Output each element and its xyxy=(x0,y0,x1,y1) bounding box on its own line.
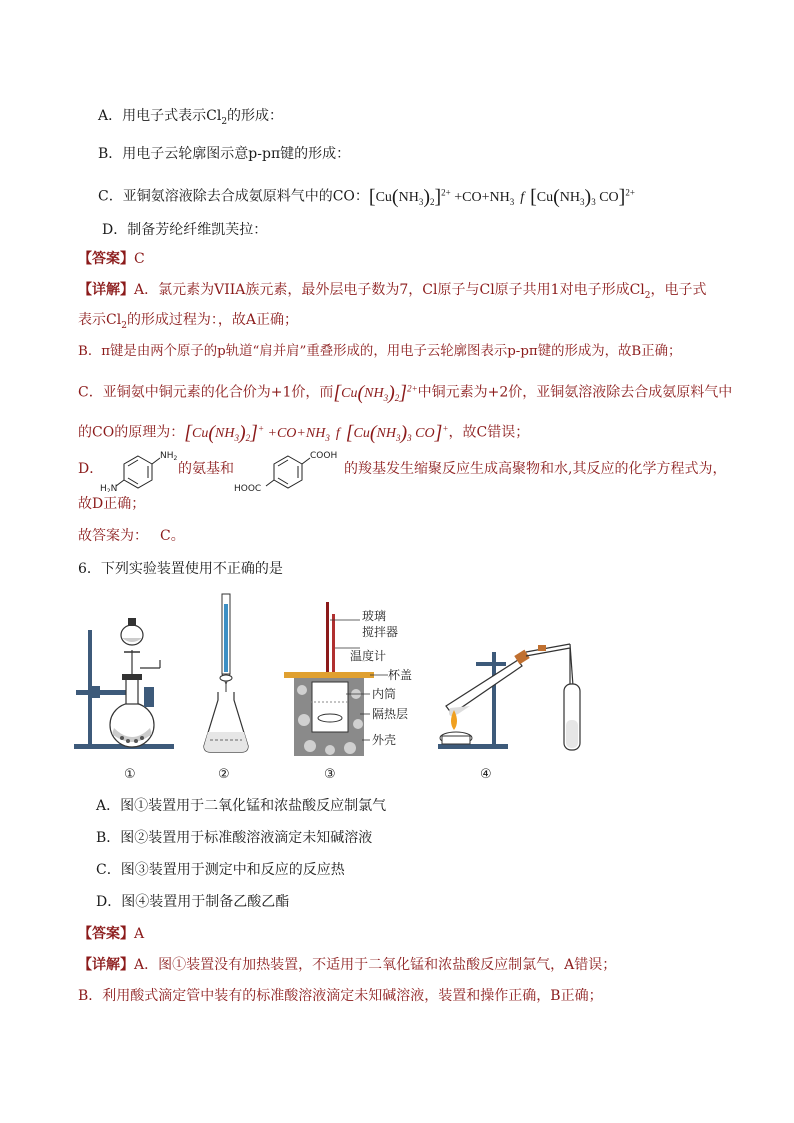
q6-detail-a xyxy=(78,955,616,975)
fig-label-3: ③ xyxy=(324,767,336,782)
q5-final-answer: C。 xyxy=(160,528,185,544)
answer-tag: 【答案】 xyxy=(78,251,134,267)
fig3-label-stirrer: 搅拌器 xyxy=(362,625,399,639)
q5-detail-a-tail: ，电子式 xyxy=(650,282,707,298)
q5-detail-c-line2 xyxy=(78,418,529,447)
q5-final-text: 故答案为： xyxy=(78,528,148,544)
q5-option-a xyxy=(98,106,283,132)
q5-option-a-text: A．用电子式表示Cl xyxy=(98,108,222,124)
q5-option-c-text: C．亚铜氨溶液除去合成氨原料气中的CO： xyxy=(98,188,369,205)
fig3-label-insulation: 隔热层 xyxy=(372,707,409,721)
q5-detail-d-mid1: 的氨基和 xyxy=(178,461,234,477)
detail-tag: 【详解】 xyxy=(78,282,134,298)
q6-option-c: C．图③装置用于测定中和反应的反应热 xyxy=(96,862,345,878)
answer-tag: 【答案】 xyxy=(78,926,134,942)
fig3-label-lid: 杯盖 xyxy=(388,668,413,682)
q6-stem: 6．下列实验装置使用不正确的是 xyxy=(78,561,283,577)
q5-option-d: D．制备芳纶纤维凯芙拉： xyxy=(102,222,268,238)
fig3-label-thermometer: 温度计 xyxy=(350,649,387,663)
fig3-label-inner: 内筒 xyxy=(372,687,397,701)
q5-detail-a-text: A．氯元素为VIIA族元素，最外层电子数为7，Cl原子与Cl原子共用1对电子形成Cl xyxy=(134,282,645,298)
q5-detail-c1-tail: 中铜元素为+2价，亚铜氨溶液除去合成氨原料气中 xyxy=(417,384,733,401)
fig-label-4: ④ xyxy=(480,767,492,782)
q5-option-c-equation: $[Cu(NH_3)_2]^{2+} +CO+NH_3$ f [$Cu(NH_3)_3$ CO]$^{2+}$ xyxy=(368,185,635,208)
q6-apparatus-figure xyxy=(70,590,630,790)
carboxyl-label-bottom: HOOC xyxy=(234,484,262,492)
amine-label-top: $NH_2$ xyxy=(160,451,178,462)
q5-detail-b: B．π键是由两个原子的p轨道“肩并肩”重叠形成的，用电子云轮廓图表示p-pπ键的形成为，故B正确； xyxy=(78,344,682,359)
fig-label-2: ② xyxy=(218,767,230,782)
p-phenylenediamine-structure xyxy=(98,448,178,492)
q6-option-d: D．图④装置用于制备乙酸乙酯 xyxy=(96,894,290,910)
q6-option-b: B．图②装置用于标准酸溶液滴定未知碱溶液 xyxy=(96,830,373,846)
apparatus-1 xyxy=(74,618,174,749)
amine-label-bottom: $H_2N$ xyxy=(100,484,118,492)
fig3-label-glass: 玻璃 xyxy=(362,609,387,623)
q5-option-c xyxy=(98,182,635,211)
q6-option-a: A．图①装置用于二氧化锰和浓盐酸反应制氯气 xyxy=(96,798,387,814)
q6-answer xyxy=(78,924,144,944)
answer-value: C xyxy=(134,251,145,267)
q5-detail-a2-tail: 的形成过程为：，故A正确； xyxy=(126,312,299,328)
q5-detail-a-line2: 表示$Cl_2$的形成过程为：，故A正确； xyxy=(78,312,299,331)
apparatus-4 xyxy=(438,644,580,750)
q5-detail-d-line2: 故D正确； xyxy=(78,496,146,512)
detail-tag: 【详解】 xyxy=(78,957,134,973)
q5-detail-d-head: D． xyxy=(78,461,104,477)
q5-detail-d-mid2: 的羧基发生缩聚反应生成高聚物和水,其反应的化学方程式为， xyxy=(344,461,727,477)
carboxyl-label-top: COOH xyxy=(310,451,338,461)
q5-detail-c1-formula: $[Cu(NH_3)_2]^{2+}$ xyxy=(333,381,418,404)
q5-answer xyxy=(78,249,145,269)
q5-detail-a2-text: 表示Cl xyxy=(78,312,122,328)
q5-option-b: B．用电子云轮廓图示意p-pπ键的形成： xyxy=(98,146,351,162)
q5-detail-c-line1 xyxy=(78,378,732,407)
q5-detail-c2-text: 的CO的原理为： xyxy=(78,424,185,441)
apparatus-3 xyxy=(284,602,374,756)
fig3-label-shell: 外壳 xyxy=(372,733,397,747)
q5-detail-c2-tail: ，故C错误； xyxy=(448,424,530,441)
q5-option-a-sub: 2 xyxy=(221,116,228,127)
q5-detail-a-line1: 【详解】A．氯元素为VIIA族元素，最外层电子数为7，Cl原子与Cl原子共用1对电子形成$Cl_2$，电子式 xyxy=(78,282,707,301)
fig-label-1: ① xyxy=(124,767,136,782)
terephthalic-acid-structure xyxy=(232,448,342,492)
q5-detail-c2-equation: $[Cu(NH_3)_2]^+ +CO+NH_3$ f [$Cu(NH_3)_3$ CO]+ xyxy=(184,421,449,444)
q6-detail-b: B．利用酸式滴定管中装有的标准酸溶液滴定未知碱溶液，装置和操作正确，B正确； xyxy=(78,988,603,1004)
q5-option-a-tail: 的形成： xyxy=(227,108,284,124)
q5-detail-c1-text: C．亚铜氨中铜元素的化合价为+1价，而 xyxy=(78,384,334,401)
answer-value: A xyxy=(134,926,145,942)
q6-detail-a-text: A．图①装置没有加热装置，不适用于二氧化锰和浓盐酸反应制氯气，A错误； xyxy=(134,957,617,973)
apparatus-2 xyxy=(204,594,248,752)
q5-final xyxy=(78,526,185,546)
